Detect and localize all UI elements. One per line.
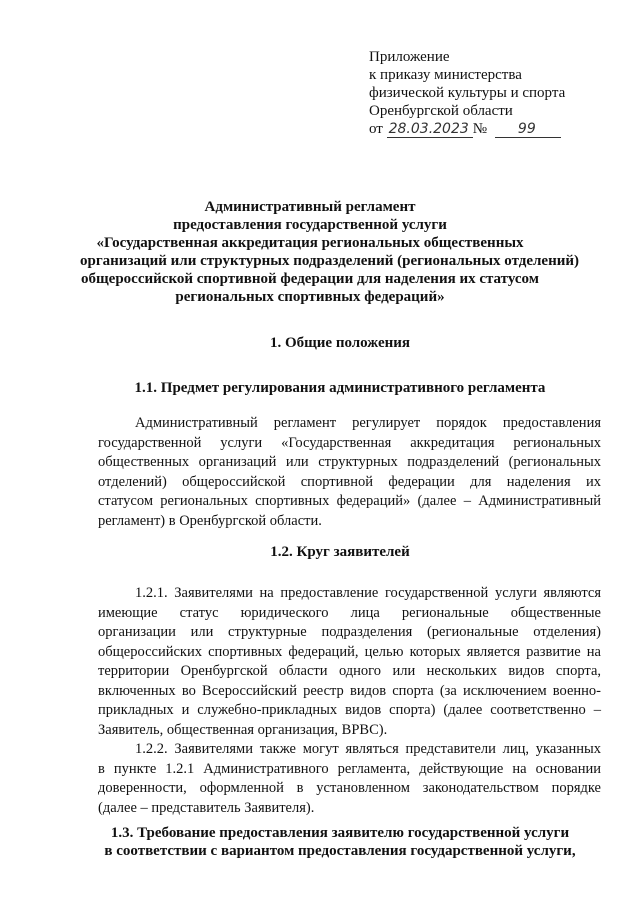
order-date: 28.03.2023 — [387, 121, 473, 138]
section-1-1-paragraph — [98, 414, 601, 531]
appendix-line-4: Оренбургской области — [369, 103, 513, 119]
title-line-5: общероссийской спортивной федерации для наделения их статусом — [81, 271, 539, 287]
appendix-block — [369, 48, 609, 138]
paragraph-line: 1.2.1. Заявителями на предоставление государственной услуги являются — [135, 585, 601, 601]
section-1-2-heading-text: 1.2. Круг заявителей — [270, 544, 410, 560]
appendix-line-1: Приложение — [369, 49, 450, 65]
section-1-2-1-paragraph — [98, 584, 601, 740]
title-line-2: предоставления государственной услуги — [173, 217, 447, 233]
paragraph-line: 1.2.2. Заявителями также могут являться представители лиц, указанных — [135, 741, 601, 757]
number-label: № — [472, 121, 488, 137]
paragraph-line: отделений) общероссийской спортивной федерации для наделения их — [98, 473, 601, 490]
order-number: 99 — [495, 121, 561, 138]
appendix-line-2: к приказу министерства — [369, 67, 522, 83]
from-label: от — [369, 121, 383, 137]
section-1-3-heading-line-2: в соответствии с вариантом предоставления государственной услуги, — [104, 843, 576, 859]
paragraph-line: общероссийских спортивных федераций, целью которых является развитие на — [98, 643, 601, 660]
paragraph-line: доверенности, оформленной в установленном законодательством порядке — [98, 780, 601, 796]
paragraph-line: в пункте 1.2.1 Административного регламента, действующие на основании — [98, 760, 601, 777]
appendix-line-3: физической культуры и спорта — [369, 85, 566, 101]
paragraph-line: общественных организаций или структурных подразделений (региональных — [98, 454, 601, 470]
section-1-1-heading — [60, 379, 620, 397]
paragraph-line: Заявитель, общественная организация, ВРВС). — [98, 721, 388, 738]
section-1-2-2-paragraph — [98, 740, 601, 818]
title-line-6: региональных спортивных федераций» — [175, 289, 445, 305]
paragraph-line: Административный регламент регулирует порядок предоставления — [135, 415, 601, 431]
paragraph-line: включенных во Всероссийский реестр видов спорта (за исключением военно- — [98, 682, 601, 699]
title-line-3: «Государственная аккредитация региональных общественных — [96, 235, 524, 251]
section-1-heading: 1. Общие положения — [269, 335, 411, 351]
section-1-3-heading-line-1: 1.3. Требование предоставления заявителю государственной услуги — [110, 825, 570, 841]
paragraph-line: территории Оренбургской области одного или нескольких видов спорта, — [98, 663, 601, 679]
document-title — [80, 198, 579, 306]
paragraph-line: государственной услуги «Государственная аккредитация региональных — [98, 434, 601, 451]
paragraph-line: организации или структурные подразделения (региональные отделения) — [98, 624, 601, 640]
title-line-4: организаций или структурных подразделений (региональных отделений) — [80, 253, 579, 269]
paragraph-line: статусом региональных спортивных федераций» (далее – Административный — [98, 493, 601, 509]
paragraph-line: (далее – представитель Заявителя). — [98, 799, 315, 816]
section-1-3-heading — [60, 824, 620, 860]
paragraph-line: регламент) в Оренбургской области. — [98, 512, 322, 529]
section-1-2-heading — [60, 543, 620, 561]
order-date-number-line — [369, 120, 609, 138]
title-line-1: Административный регламент — [204, 199, 416, 215]
section-1-1-heading-text: 1.1. Предмет регулирования административного регламента — [134, 380, 546, 396]
paragraph-line: прикладных и служебно-прикладных видов спорта) (далее соответственно – — [98, 702, 601, 718]
paragraph-line: имеющие статус юридического лица региональные общественные — [98, 604, 601, 621]
